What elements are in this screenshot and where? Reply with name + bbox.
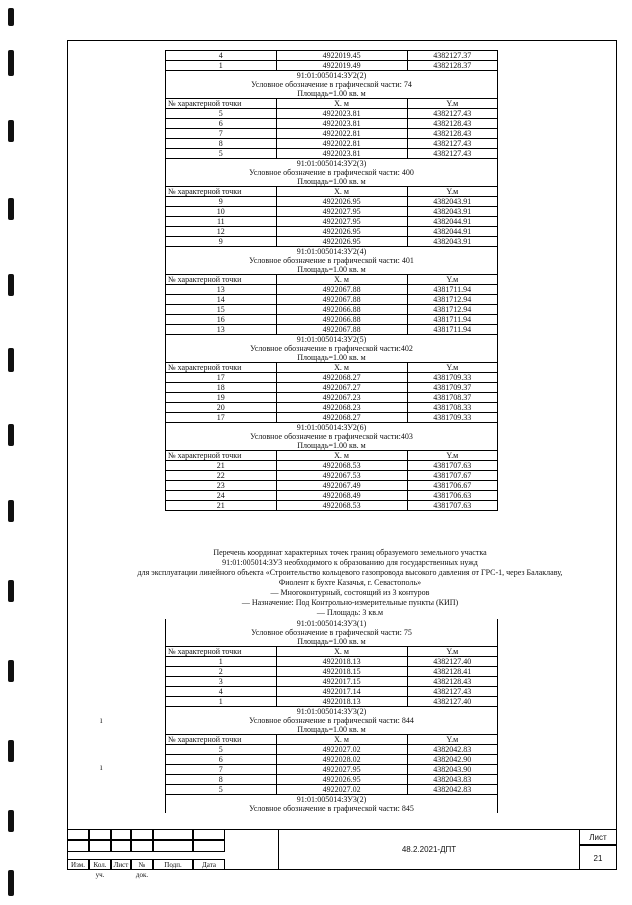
x-coordinate: 4922018.13 (276, 657, 407, 667)
column-header-row (166, 99, 498, 109)
point-number: 3 (166, 677, 277, 687)
y-coordinate: 4381707.63 (407, 501, 497, 511)
y-header: Y.м (407, 647, 497, 657)
y-coordinate: 4382127.37 (407, 51, 497, 61)
grid-cell (153, 840, 193, 852)
table-row (166, 687, 498, 697)
table-row (166, 197, 498, 207)
contour-area-text: Площадь=1.00 кв. м (166, 637, 498, 647)
contour-designation (166, 344, 498, 353)
point-number: 8 (166, 775, 277, 785)
point-number: 4 (166, 51, 277, 61)
contour-area-text: Площадь=1.00 кв. м (166, 265, 498, 275)
point-number: 18 (166, 383, 277, 393)
y-coordinate: 4382044.91 (407, 217, 497, 227)
point-number-header: № характерной точки (166, 363, 277, 373)
table-row (166, 755, 498, 765)
contour-designation-text: Условное обозначение в графической части: 845 (166, 804, 498, 813)
margin-tick: ı (100, 715, 103, 725)
y-header: Y.м (407, 363, 497, 373)
x-coordinate: 4922067.88 (276, 295, 407, 305)
point-number: 4 (166, 687, 277, 697)
table-row (166, 383, 498, 393)
table-row (166, 109, 498, 119)
y-coordinate: 4381706.63 (407, 491, 497, 501)
binder-mark (8, 424, 14, 446)
contour-cadastral-number-text: 91:01:005014:ЗУ2(3) (166, 159, 498, 169)
intro-line: — Площадь: 3 кв.м (316, 608, 384, 617)
y-coordinate: 4382043.90 (407, 765, 497, 775)
x-coordinate: 4922018.15 (276, 667, 407, 677)
binder-mark (8, 740, 14, 762)
table-row (166, 305, 498, 315)
table-row (166, 237, 498, 247)
y-coordinate: 4382128.37 (407, 61, 497, 71)
table-row (166, 667, 498, 677)
column-header-row (166, 451, 498, 461)
contour-cadastral-number (166, 335, 498, 345)
contour-designation-text: Условное обозначение в графической части: 401 (166, 256, 498, 265)
table-row (166, 471, 498, 481)
table-row (166, 325, 498, 335)
contour-designation (166, 256, 498, 265)
point-number: 17 (166, 373, 277, 383)
y-coordinate: 4382128.43 (407, 119, 497, 129)
y-coordinate: 4381707.63 (407, 461, 497, 471)
y-coordinate: 4382044.91 (407, 227, 497, 237)
x-coordinate: 4922017.14 (276, 687, 407, 697)
x-coordinate: 4922026.95 (276, 197, 407, 207)
grid-cell (131, 829, 153, 840)
table-row (166, 765, 498, 775)
contour-area-text: Площадь=1.00 кв. м (166, 89, 498, 99)
grid-cell (89, 840, 111, 852)
binder-mark (8, 348, 14, 372)
table-row (166, 403, 498, 413)
contour-cadastral-number (166, 247, 498, 257)
contour-area (166, 441, 498, 451)
point-number: 13 (166, 325, 277, 335)
x-coordinate: 4922068.53 (276, 461, 407, 471)
point-number: 5 (166, 149, 277, 159)
point-number: 5 (166, 785, 277, 795)
x-coordinate: 4922067.23 (276, 393, 407, 403)
coordinates-table-zu3 (165, 619, 498, 813)
x-coordinate: 4922067.27 (276, 383, 407, 393)
contour-area (166, 177, 498, 187)
table-row (166, 697, 498, 707)
grid-cell (111, 840, 131, 852)
table-row (166, 119, 498, 129)
point-number: 1 (166, 697, 277, 707)
column-header-row (166, 187, 498, 197)
y-coordinate: 4382127.40 (407, 697, 497, 707)
contour-area (166, 89, 498, 99)
y-coordinate: 4381706.67 (407, 481, 497, 491)
table-row (166, 295, 498, 305)
contour-designation (166, 628, 498, 637)
table-row (166, 775, 498, 785)
x-coordinate: 4922068.53 (276, 501, 407, 511)
x-coordinate: 4922019.49 (276, 61, 407, 71)
y-coordinate: 4381708.33 (407, 403, 497, 413)
col-signature: Подп. (153, 859, 193, 870)
y-coordinate: 4382127.43 (407, 687, 497, 697)
point-number: 13 (166, 285, 277, 295)
y-header: Y.м (407, 275, 497, 285)
contour-cadastral-number-text: 91:01:005014:ЗУ2(2) (166, 71, 498, 81)
table-row (166, 481, 498, 491)
y-coordinate: 4382043.91 (407, 207, 497, 217)
x-coordinate: 4922068.23 (276, 403, 407, 413)
point-number: 15 (166, 305, 277, 315)
grid-cell (153, 829, 193, 840)
contour-area-text: Площадь=1.00 кв. м (166, 725, 498, 735)
y-coordinate: 4382043.83 (407, 775, 497, 785)
x-coordinate: 4922026.95 (276, 775, 407, 785)
col-date: Дата (193, 859, 225, 870)
y-coordinate: 4381709.33 (407, 373, 497, 383)
grid-cell (111, 829, 131, 840)
x-coordinate: 4922027.02 (276, 785, 407, 795)
contour-area (166, 265, 498, 275)
x-header: X. м (276, 187, 407, 197)
grid-cell (67, 829, 89, 840)
x-coordinate: 4922027.02 (276, 745, 407, 755)
intro-line: 91:01:005014:ЗУ3 необходимого к образованию для государственных нужд (222, 558, 478, 567)
y-coordinate: 4381711.94 (407, 285, 497, 295)
contour-designation (166, 804, 498, 813)
point-number: 7 (166, 765, 277, 775)
x-coordinate: 4922023.81 (276, 119, 407, 129)
col-list: Лист (111, 859, 131, 870)
x-header: X. м (276, 363, 407, 373)
x-coordinate: 4922066.88 (276, 305, 407, 315)
point-number: 6 (166, 755, 277, 765)
sheet-number: 21 (579, 845, 617, 870)
point-number: 11 (166, 217, 277, 227)
margin-tick: ı (100, 762, 103, 772)
col-doc-no: № док. (131, 859, 153, 870)
point-number-header: № характерной точки (166, 647, 277, 657)
table-row (166, 461, 498, 471)
binder-mark (8, 660, 14, 682)
column-header-row (166, 735, 498, 745)
table-row (166, 51, 498, 61)
point-number: 19 (166, 393, 277, 403)
point-number: 8 (166, 139, 277, 149)
table-row (166, 315, 498, 325)
y-coordinate: 4382128.43 (407, 129, 497, 139)
x-header: X. м (276, 275, 407, 285)
contour-cadastral-number-text: 91:01:005014:ЗУ3(2) (166, 707, 498, 717)
x-coordinate: 4922027.95 (276, 207, 407, 217)
contour-designation-text: Условное обозначение в графической части: 74 (166, 80, 498, 89)
point-number: 6 (166, 119, 277, 129)
y-coordinate: 4382127.43 (407, 109, 497, 119)
x-header: X. м (276, 647, 407, 657)
point-number: 2 (166, 667, 277, 677)
grid-cell (89, 829, 111, 840)
table-row (166, 785, 498, 795)
y-coordinate: 4381712.94 (407, 295, 497, 305)
grid-cell (67, 840, 89, 852)
sheet-label: Лист (579, 829, 617, 845)
y-header: Y.м (407, 735, 497, 745)
x-coordinate: 4922019.45 (276, 51, 407, 61)
contour-cadastral-number-text: 91:01:005014:ЗУ2(6) (166, 423, 498, 433)
x-coordinate: 4922026.95 (276, 237, 407, 247)
x-header: X. м (276, 735, 407, 745)
intro-line: — Многоконтурный, состоящий из 3 контуров (270, 588, 430, 597)
grid-cell (193, 840, 225, 852)
table-row (166, 285, 498, 295)
table-row (166, 139, 498, 149)
point-number: 10 (166, 207, 277, 217)
parcel-description (100, 548, 600, 618)
y-coordinate: 4381708.37 (407, 393, 497, 403)
contour-designation-text: Условное обозначение в графической части: 400 (166, 168, 498, 177)
point-number: 5 (166, 109, 277, 119)
table-row (166, 217, 498, 227)
y-header: Y.м (407, 451, 497, 461)
y-coordinate: 4382127.43 (407, 149, 497, 159)
table-row (166, 745, 498, 755)
point-number: 1 (166, 657, 277, 667)
contour-designation (166, 716, 498, 725)
x-coordinate: 4922027.95 (276, 765, 407, 775)
binder-mark (8, 810, 14, 832)
y-coordinate: 4382042.83 (407, 785, 497, 795)
intro-line: Перечень координат характерных точек границ образуемого земельного участка (213, 548, 487, 557)
title-block (67, 829, 617, 879)
x-coordinate: 4922023.81 (276, 149, 407, 159)
y-coordinate: 4382042.90 (407, 755, 497, 765)
point-number-header: № характерной точки (166, 735, 277, 745)
table-row (166, 501, 498, 511)
y-coordinate: 4381709.33 (407, 413, 497, 423)
point-number: 7 (166, 129, 277, 139)
x-header: X. м (276, 99, 407, 109)
contour-cadastral-number (166, 423, 498, 433)
x-header: X. м (276, 451, 407, 461)
table-row (166, 393, 498, 403)
binder-mark (8, 274, 14, 296)
binder-mark (8, 198, 14, 220)
x-coordinate: 4922017.15 (276, 677, 407, 687)
y-coordinate: 4381711.94 (407, 325, 497, 335)
contour-area-text: Площадь=1.00 кв. м (166, 441, 498, 451)
y-coordinate: 4381711.94 (407, 315, 497, 325)
intro-line: Фиолент к бухте Казачья, г. Севастополь» (278, 578, 422, 587)
point-number: 9 (166, 237, 277, 247)
contour-cadastral-number (166, 795, 498, 805)
y-coordinate: 4382043.91 (407, 197, 497, 207)
x-coordinate: 4922022.81 (276, 139, 407, 149)
contour-designation-text: Условное обозначение в графической части:403 (166, 432, 498, 441)
x-coordinate: 4922028.02 (276, 755, 407, 765)
contour-area (166, 725, 498, 735)
point-number: 5 (166, 745, 277, 755)
x-coordinate: 4922023.81 (276, 109, 407, 119)
contour-designation-text: Условное обозначение в графической части: 75 (166, 628, 498, 637)
point-number: 20 (166, 403, 277, 413)
x-coordinate: 4922068.27 (276, 373, 407, 383)
contour-designation-text: Условное обозначение в графической части: 844 (166, 716, 498, 725)
point-number: 17 (166, 413, 277, 423)
table-row (166, 61, 498, 71)
table-row (166, 677, 498, 687)
contour-designation-text: Условное обозначение в графической части:402 (166, 344, 498, 353)
y-header: Y.м (407, 187, 497, 197)
grid-cell (131, 840, 153, 852)
table-row (166, 227, 498, 237)
point-number-header: № характерной точки (166, 451, 277, 461)
contour-designation (166, 432, 498, 441)
x-coordinate: 4922067.53 (276, 471, 407, 481)
contour-cadastral-number-text: 91:01:005014:ЗУ2(4) (166, 247, 498, 257)
contour-designation (166, 168, 498, 177)
y-coordinate: 4381709.37 (407, 383, 497, 393)
x-coordinate: 4922026.95 (276, 227, 407, 237)
intro-line: — Назначение: Под Контрольно-измерительные пункты (КИП) (241, 598, 459, 607)
binder-mark (8, 500, 14, 522)
point-number: 21 (166, 461, 277, 471)
binder-mark (8, 8, 14, 26)
contour-designation (166, 80, 498, 89)
x-coordinate: 4922027.95 (276, 217, 407, 227)
col-kol-uch: Кол. уч. (89, 859, 111, 870)
point-number: 9 (166, 197, 277, 207)
y-coordinate: 4382127.43 (407, 139, 497, 149)
contour-cadastral-number-text: 91:01:005014:ЗУ3(2) (166, 795, 498, 805)
y-coordinate: 4382128.41 (407, 667, 497, 677)
grid-cell (225, 829, 279, 870)
contour-cadastral-number-text: 91:01:005014:ЗУ3(1) (166, 619, 498, 628)
x-coordinate: 4922022.81 (276, 129, 407, 139)
column-header-row (166, 363, 498, 373)
point-number: 24 (166, 491, 277, 501)
table-row (166, 491, 498, 501)
point-number: 12 (166, 227, 277, 237)
binder-mark (8, 120, 14, 142)
table-row (166, 149, 498, 159)
binder-mark (8, 580, 14, 602)
x-coordinate: 4922066.88 (276, 315, 407, 325)
column-header-row (166, 647, 498, 657)
y-coordinate: 4381712.94 (407, 305, 497, 315)
intro-line: для эксплуатации линейного объекта «Строительство кольцевого газопровода высокого давления от ГРС-1, через Балаклаву, (137, 568, 563, 577)
point-number: 21 (166, 501, 277, 511)
binder-mark (8, 50, 14, 76)
point-number-header: № характерной точки (166, 275, 277, 285)
coordinates-table-zu2 (165, 50, 498, 511)
table-row (166, 413, 498, 423)
document-code: 48.2.2021-ДПТ (279, 829, 579, 870)
x-coordinate: 4922018.13 (276, 697, 407, 707)
table-row (166, 373, 498, 383)
x-coordinate: 4922067.49 (276, 481, 407, 491)
contour-area-text: Площадь=1.00 кв. м (166, 353, 498, 363)
y-coordinate: 4382128.43 (407, 677, 497, 687)
contour-area-text: Площадь=1.00 кв. м (166, 177, 498, 187)
y-coordinate: 4382042.83 (407, 745, 497, 755)
x-coordinate: 4922068.27 (276, 413, 407, 423)
contour-cadastral-number (166, 71, 498, 81)
contour-cadastral-number (166, 707, 498, 717)
contour-cadastral-number (166, 619, 498, 628)
point-number: 14 (166, 295, 277, 305)
y-coordinate: 4382043.91 (407, 237, 497, 247)
contour-area (166, 637, 498, 647)
col-izm: Изм. (67, 859, 89, 870)
table-row (166, 657, 498, 667)
table-row (166, 129, 498, 139)
y-header: Y.м (407, 99, 497, 109)
column-header-row (166, 275, 498, 285)
y-coordinate: 4382127.40 (407, 657, 497, 667)
x-coordinate: 4922067.88 (276, 325, 407, 335)
point-number-header: № характерной точки (166, 99, 277, 109)
point-number: 1 (166, 61, 277, 71)
binder-mark (8, 870, 14, 896)
contour-area (166, 353, 498, 363)
point-number: 22 (166, 471, 277, 481)
grid-cell (193, 829, 225, 840)
contour-cadastral-number-text: 91:01:005014:ЗУ2(5) (166, 335, 498, 345)
point-number: 16 (166, 315, 277, 325)
y-coordinate: 4381707.67 (407, 471, 497, 481)
point-number: 23 (166, 481, 277, 491)
x-coordinate: 4922067.88 (276, 285, 407, 295)
contour-cadastral-number (166, 159, 498, 169)
point-number-header: № характерной точки (166, 187, 277, 197)
x-coordinate: 4922068.49 (276, 491, 407, 501)
table-row (166, 207, 498, 217)
